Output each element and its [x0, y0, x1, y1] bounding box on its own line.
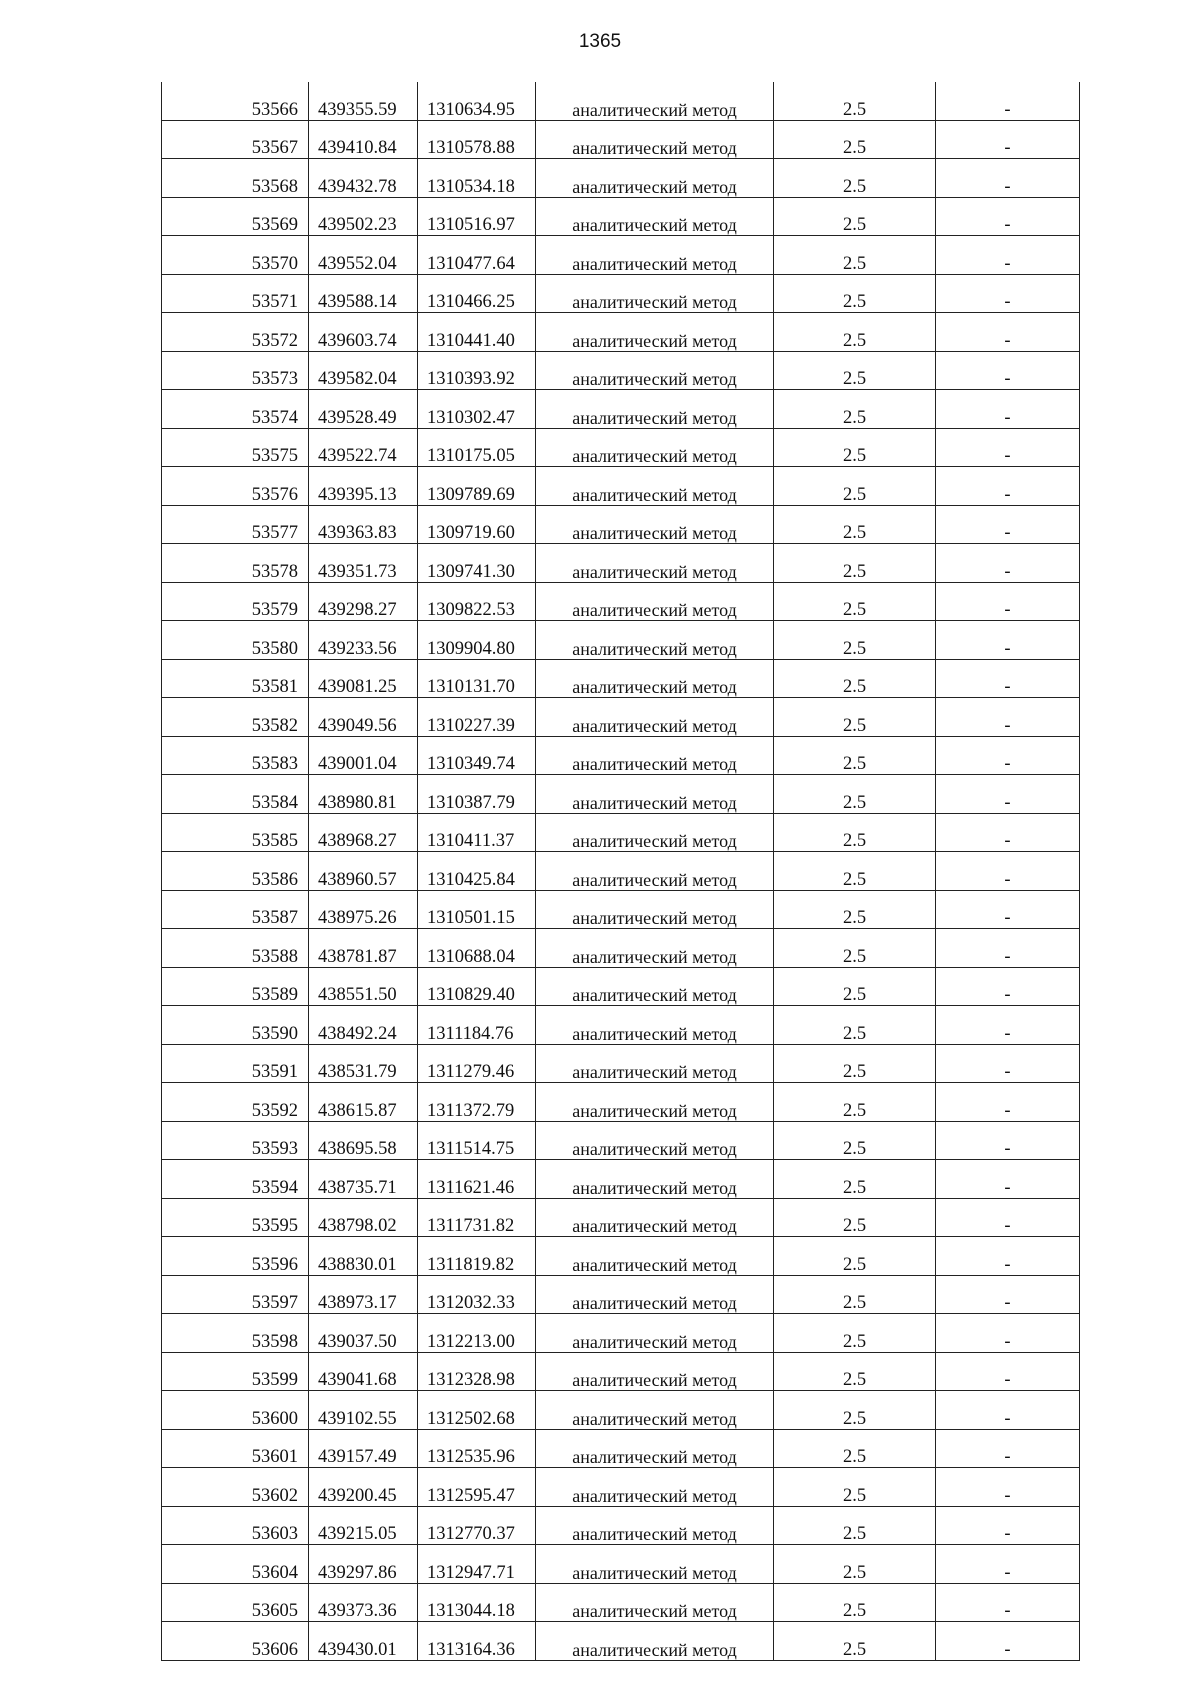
point-number-cell: 53606	[162, 1622, 309, 1661]
x-coordinate-cell: 439410.84	[309, 120, 418, 159]
table-row	[162, 852, 1080, 891]
accuracy-cell: 2.5	[774, 775, 936, 814]
note-cell: -	[936, 351, 1080, 390]
accuracy-cell: 2.5	[774, 159, 936, 198]
y-coordinate-cell: 1312502.68	[418, 1391, 536, 1430]
note-cell: -	[936, 505, 1080, 544]
accuracy-cell: 2.5	[774, 736, 936, 775]
table-row	[162, 1391, 1080, 1430]
table-row	[162, 621, 1080, 660]
x-coordinate-cell: 439200.45	[309, 1468, 418, 1507]
method-cell: аналитический метод	[536, 1006, 774, 1045]
point-number-cell: 53579	[162, 582, 309, 621]
accuracy-cell: 2.5	[774, 659, 936, 698]
note-cell: -	[936, 698, 1080, 737]
x-coordinate-cell: 439215.05	[309, 1506, 418, 1545]
accuracy-cell: 2.5	[774, 1429, 936, 1468]
accuracy-cell: 2.5	[774, 1352, 936, 1391]
note-cell: -	[936, 1044, 1080, 1083]
method-cell: аналитический метод	[536, 1237, 774, 1276]
method-cell: аналитический метод	[536, 1468, 774, 1507]
note-cell: -	[936, 1314, 1080, 1353]
x-coordinate-cell: 439430.01	[309, 1622, 418, 1661]
note-cell: -	[936, 582, 1080, 621]
table-row	[162, 236, 1080, 275]
method-cell: аналитический метод	[536, 1083, 774, 1122]
accuracy-cell: 2.5	[774, 929, 936, 968]
table-row	[162, 1545, 1080, 1584]
point-number-cell: 53596	[162, 1237, 309, 1276]
table-row	[162, 313, 1080, 352]
table-row	[162, 582, 1080, 621]
note-cell: -	[936, 890, 1080, 929]
x-coordinate-cell: 439363.83	[309, 505, 418, 544]
note-cell: -	[936, 1429, 1080, 1468]
table-row	[162, 1583, 1080, 1622]
accuracy-cell: 2.5	[774, 544, 936, 583]
y-coordinate-cell: 1310411.37	[418, 813, 536, 852]
method-cell: аналитический метод	[536, 351, 774, 390]
table-row	[162, 1237, 1080, 1276]
point-number-cell: 53576	[162, 467, 309, 506]
x-coordinate-cell: 439001.04	[309, 736, 418, 775]
x-coordinate-cell: 438798.02	[309, 1198, 418, 1237]
x-coordinate-cell: 439041.68	[309, 1352, 418, 1391]
method-cell: аналитический метод	[536, 929, 774, 968]
x-coordinate-cell: 438492.24	[309, 1006, 418, 1045]
point-number-cell: 53575	[162, 428, 309, 467]
y-coordinate-cell: 1310477.64	[418, 236, 536, 275]
note-cell: -	[936, 82, 1080, 120]
note-cell: -	[936, 1198, 1080, 1237]
table-row	[162, 120, 1080, 159]
x-coordinate-cell: 438980.81	[309, 775, 418, 814]
method-cell: аналитический метод	[536, 736, 774, 775]
y-coordinate-cell: 1313164.36	[418, 1622, 536, 1661]
point-number-cell: 53605	[162, 1583, 309, 1622]
point-number-cell: 53601	[162, 1429, 309, 1468]
method-cell: аналитический метод	[536, 390, 774, 429]
note-cell: -	[936, 1468, 1080, 1507]
note-cell: -	[936, 813, 1080, 852]
accuracy-cell: 2.5	[774, 1391, 936, 1430]
accuracy-cell: 2.5	[774, 1044, 936, 1083]
method-cell: аналитический метод	[536, 659, 774, 698]
table-row	[162, 159, 1080, 198]
x-coordinate-cell: 439297.86	[309, 1545, 418, 1584]
note-cell: -	[936, 274, 1080, 313]
note-cell: -	[936, 1622, 1080, 1661]
x-coordinate-cell: 438531.79	[309, 1044, 418, 1083]
method-cell: аналитический метод	[536, 1314, 774, 1353]
y-coordinate-cell: 1309904.80	[418, 621, 536, 660]
table-row	[162, 1352, 1080, 1391]
table-row	[162, 544, 1080, 583]
y-coordinate-cell: 1310578.88	[418, 120, 536, 159]
accuracy-cell: 2.5	[774, 1083, 936, 1122]
y-coordinate-cell: 1309789.69	[418, 467, 536, 506]
accuracy-cell: 2.5	[774, 967, 936, 1006]
note-cell: -	[936, 197, 1080, 236]
accuracy-cell: 2.5	[774, 505, 936, 544]
method-cell: аналитический метод	[536, 582, 774, 621]
x-coordinate-cell: 439395.13	[309, 467, 418, 506]
y-coordinate-cell: 1311731.82	[418, 1198, 536, 1237]
note-cell: -	[936, 1391, 1080, 1430]
table-row	[162, 659, 1080, 698]
y-coordinate-cell: 1312595.47	[418, 1468, 536, 1507]
method-cell: аналитический метод	[536, 1121, 774, 1160]
y-coordinate-cell: 1312770.37	[418, 1506, 536, 1545]
note-cell: -	[936, 967, 1080, 1006]
table-row	[162, 1198, 1080, 1237]
point-number-cell: 53595	[162, 1198, 309, 1237]
method-cell: аналитический метод	[536, 1044, 774, 1083]
note-cell: -	[936, 1352, 1080, 1391]
accuracy-cell: 2.5	[774, 120, 936, 159]
note-cell: -	[936, 544, 1080, 583]
point-number-cell: 53604	[162, 1545, 309, 1584]
x-coordinate-cell: 438830.01	[309, 1237, 418, 1276]
x-coordinate-cell: 438973.17	[309, 1275, 418, 1314]
accuracy-cell: 2.5	[774, 1198, 936, 1237]
note-cell: -	[936, 775, 1080, 814]
note-cell: -	[936, 852, 1080, 891]
page-number: 1365	[578, 31, 622, 52]
point-number-cell: 53600	[162, 1391, 309, 1430]
method-cell: аналитический метод	[536, 274, 774, 313]
method-cell: аналитический метод	[536, 621, 774, 660]
point-number-cell: 53598	[162, 1314, 309, 1353]
x-coordinate-cell: 439081.25	[309, 659, 418, 698]
method-cell: аналитический метод	[536, 1198, 774, 1237]
x-coordinate-cell: 439588.14	[309, 274, 418, 313]
y-coordinate-cell: 1310466.25	[418, 274, 536, 313]
y-coordinate-cell: 1310393.92	[418, 351, 536, 390]
accuracy-cell: 2.5	[774, 197, 936, 236]
point-number-cell: 53568	[162, 159, 309, 198]
point-number-cell: 53585	[162, 813, 309, 852]
table-body	[162, 82, 1080, 1660]
x-coordinate-cell: 439102.55	[309, 1391, 418, 1430]
point-number-cell: 53567	[162, 120, 309, 159]
y-coordinate-cell: 1311372.79	[418, 1083, 536, 1122]
method-cell: аналитический метод	[536, 1506, 774, 1545]
note-cell: -	[936, 1083, 1080, 1122]
note-cell: -	[936, 313, 1080, 352]
method-cell: аналитический метод	[536, 775, 774, 814]
y-coordinate-cell: 1311514.75	[418, 1121, 536, 1160]
y-coordinate-cell: 1310302.47	[418, 390, 536, 429]
y-coordinate-cell: 1312947.71	[418, 1545, 536, 1584]
accuracy-cell: 2.5	[774, 274, 936, 313]
table-row	[162, 1083, 1080, 1122]
y-coordinate-cell: 1309719.60	[418, 505, 536, 544]
table-row	[162, 197, 1080, 236]
note-cell: -	[936, 736, 1080, 775]
method-cell: аналитический метод	[536, 1275, 774, 1314]
method-cell: аналитический метод	[536, 1391, 774, 1430]
method-cell: аналитический метод	[536, 813, 774, 852]
accuracy-cell: 2.5	[774, 852, 936, 891]
y-coordinate-cell: 1312032.33	[418, 1275, 536, 1314]
table-row	[162, 813, 1080, 852]
accuracy-cell: 2.5	[774, 351, 936, 390]
point-number-cell: 53583	[162, 736, 309, 775]
y-coordinate-cell: 1310829.40	[418, 967, 536, 1006]
note-cell: -	[936, 1583, 1080, 1622]
x-coordinate-cell: 439049.56	[309, 698, 418, 737]
method-cell: аналитический метод	[536, 236, 774, 275]
y-coordinate-cell: 1312213.00	[418, 1314, 536, 1353]
method-cell: аналитический метод	[536, 1429, 774, 1468]
method-cell: аналитический метод	[536, 313, 774, 352]
point-number-cell: 53603	[162, 1506, 309, 1545]
accuracy-cell: 2.5	[774, 313, 936, 352]
accuracy-cell: 2.5	[774, 1545, 936, 1584]
point-number-cell: 53580	[162, 621, 309, 660]
accuracy-cell: 2.5	[774, 1121, 936, 1160]
y-coordinate-cell: 1310349.74	[418, 736, 536, 775]
y-coordinate-cell: 1311279.46	[418, 1044, 536, 1083]
table-row	[162, 1160, 1080, 1199]
note-cell: -	[936, 159, 1080, 198]
point-number-cell: 53602	[162, 1468, 309, 1507]
accuracy-cell: 2.5	[774, 428, 936, 467]
y-coordinate-cell: 1309822.53	[418, 582, 536, 621]
accuracy-cell: 2.5	[774, 1468, 936, 1507]
x-coordinate-cell: 439552.04	[309, 236, 418, 275]
table-row	[162, 929, 1080, 968]
accuracy-cell: 2.5	[774, 1506, 936, 1545]
table-row	[162, 967, 1080, 1006]
point-number-cell: 53594	[162, 1160, 309, 1199]
accuracy-cell: 2.5	[774, 1160, 936, 1199]
table-row	[162, 1006, 1080, 1045]
y-coordinate-cell: 1310534.18	[418, 159, 536, 198]
y-coordinate-cell: 1310688.04	[418, 929, 536, 968]
y-coordinate-cell: 1310501.15	[418, 890, 536, 929]
accuracy-cell: 2.5	[774, 621, 936, 660]
accuracy-cell: 2.5	[774, 890, 936, 929]
x-coordinate-cell: 439432.78	[309, 159, 418, 198]
x-coordinate-cell: 438695.58	[309, 1121, 418, 1160]
method-cell: аналитический метод	[536, 852, 774, 891]
y-coordinate-cell: 1311184.76	[418, 1006, 536, 1045]
accuracy-cell: 2.5	[774, 390, 936, 429]
note-cell: -	[936, 659, 1080, 698]
method-cell: аналитический метод	[536, 159, 774, 198]
y-coordinate-cell: 1312328.98	[418, 1352, 536, 1391]
accuracy-cell: 2.5	[774, 1583, 936, 1622]
accuracy-cell: 2.5	[774, 82, 936, 120]
point-number-cell: 53592	[162, 1083, 309, 1122]
point-number-cell: 53581	[162, 659, 309, 698]
y-coordinate-cell: 1309741.30	[418, 544, 536, 583]
point-number-cell: 53587	[162, 890, 309, 929]
method-cell: аналитический метод	[536, 505, 774, 544]
point-number-cell: 53577	[162, 505, 309, 544]
note-cell: -	[936, 1545, 1080, 1584]
note-cell: -	[936, 1121, 1080, 1160]
point-number-cell: 53589	[162, 967, 309, 1006]
y-coordinate-cell: 1310131.70	[418, 659, 536, 698]
accuracy-cell: 2.5	[774, 1314, 936, 1353]
table-row	[162, 82, 1080, 120]
y-coordinate-cell: 1311621.46	[418, 1160, 536, 1199]
accuracy-cell: 2.5	[774, 467, 936, 506]
table-row	[162, 274, 1080, 313]
note-cell: -	[936, 1006, 1080, 1045]
method-cell: аналитический метод	[536, 890, 774, 929]
x-coordinate-cell: 439528.49	[309, 390, 418, 429]
table-row	[162, 1468, 1080, 1507]
note-cell: -	[936, 1160, 1080, 1199]
x-coordinate-cell: 439373.36	[309, 1583, 418, 1622]
accuracy-cell: 2.5	[774, 1006, 936, 1045]
note-cell: -	[936, 120, 1080, 159]
y-coordinate-cell: 1310441.40	[418, 313, 536, 352]
x-coordinate-cell: 439603.74	[309, 313, 418, 352]
x-coordinate-cell: 438968.27	[309, 813, 418, 852]
x-coordinate-cell: 438960.57	[309, 852, 418, 891]
x-coordinate-cell: 438975.26	[309, 890, 418, 929]
table-row	[162, 390, 1080, 429]
method-cell: аналитический метод	[536, 467, 774, 506]
point-number-cell: 53578	[162, 544, 309, 583]
x-coordinate-cell: 439522.74	[309, 428, 418, 467]
method-cell: аналитический метод	[536, 428, 774, 467]
point-number-cell: 53582	[162, 698, 309, 737]
table-row	[162, 736, 1080, 775]
point-number-cell: 53573	[162, 351, 309, 390]
point-number-cell: 53566	[162, 82, 309, 120]
point-number-cell: 53570	[162, 236, 309, 275]
y-coordinate-cell: 1310227.39	[418, 698, 536, 737]
point-number-cell: 53584	[162, 775, 309, 814]
accuracy-cell: 2.5	[774, 582, 936, 621]
point-number-cell: 53597	[162, 1275, 309, 1314]
table-row	[162, 1044, 1080, 1083]
y-coordinate-cell: 1312535.96	[418, 1429, 536, 1468]
table-row	[162, 505, 1080, 544]
point-number-cell: 53569	[162, 197, 309, 236]
point-number-cell: 53588	[162, 929, 309, 968]
accuracy-cell: 2.5	[774, 813, 936, 852]
y-coordinate-cell: 1311819.82	[418, 1237, 536, 1276]
method-cell: аналитический метод	[536, 1583, 774, 1622]
note-cell: -	[936, 1237, 1080, 1276]
method-cell: аналитический метод	[536, 1352, 774, 1391]
point-number-cell: 53590	[162, 1006, 309, 1045]
note-cell: -	[936, 390, 1080, 429]
method-cell: аналитический метод	[536, 967, 774, 1006]
y-coordinate-cell: 1310387.79	[418, 775, 536, 814]
note-cell: -	[936, 428, 1080, 467]
table-row	[162, 351, 1080, 390]
table-row	[162, 1314, 1080, 1353]
x-coordinate-cell: 439233.56	[309, 621, 418, 660]
method-cell: аналитический метод	[536, 82, 774, 120]
accuracy-cell: 2.5	[774, 236, 936, 275]
table-row	[162, 467, 1080, 506]
method-cell: аналитический метод	[536, 197, 774, 236]
point-number-cell: 53599	[162, 1352, 309, 1391]
y-coordinate-cell: 1310516.97	[418, 197, 536, 236]
accuracy-cell: 2.5	[774, 1275, 936, 1314]
method-cell: аналитический метод	[536, 1545, 774, 1584]
method-cell: аналитический метод	[536, 1160, 774, 1199]
x-coordinate-cell: 438781.87	[309, 929, 418, 968]
table-row	[162, 428, 1080, 467]
table-row	[162, 1506, 1080, 1545]
y-coordinate-cell: 1310634.95	[418, 82, 536, 120]
x-coordinate-cell: 439298.27	[309, 582, 418, 621]
x-coordinate-cell: 439502.23	[309, 197, 418, 236]
x-coordinate-cell: 439037.50	[309, 1314, 418, 1353]
y-coordinate-cell: 1310175.05	[418, 428, 536, 467]
accuracy-cell: 2.5	[774, 1237, 936, 1276]
note-cell: -	[936, 621, 1080, 660]
x-coordinate-cell: 439351.73	[309, 544, 418, 583]
table-row	[162, 775, 1080, 814]
table-row	[162, 698, 1080, 737]
note-cell: -	[936, 1275, 1080, 1314]
method-cell: аналитический метод	[536, 120, 774, 159]
table-row	[162, 890, 1080, 929]
method-cell: аналитический метод	[536, 544, 774, 583]
point-number-cell: 53586	[162, 852, 309, 891]
method-cell: аналитический метод	[536, 1622, 774, 1661]
method-cell: аналитический метод	[536, 698, 774, 737]
note-cell: -	[936, 929, 1080, 968]
note-cell: -	[936, 236, 1080, 275]
x-coordinate-cell: 438735.71	[309, 1160, 418, 1199]
x-coordinate-cell: 439582.04	[309, 351, 418, 390]
point-number-cell: 53591	[162, 1044, 309, 1083]
accuracy-cell: 2.5	[774, 698, 936, 737]
x-coordinate-cell: 439157.49	[309, 1429, 418, 1468]
y-coordinate-cell: 1310425.84	[418, 852, 536, 891]
point-number-cell: 53593	[162, 1121, 309, 1160]
x-coordinate-cell: 438551.50	[309, 967, 418, 1006]
table-row	[162, 1121, 1080, 1160]
table-row	[162, 1429, 1080, 1468]
accuracy-cell: 2.5	[774, 1622, 936, 1661]
point-number-cell: 53572	[162, 313, 309, 352]
table-row	[162, 1622, 1080, 1661]
note-cell: -	[936, 1506, 1080, 1545]
x-coordinate-cell: 438615.87	[309, 1083, 418, 1122]
y-coordinate-cell: 1313044.18	[418, 1583, 536, 1622]
x-coordinate-cell: 439355.59	[309, 82, 418, 120]
table-row	[162, 1275, 1080, 1314]
point-number-cell: 53571	[162, 274, 309, 313]
coordinates-table	[161, 82, 1080, 1661]
note-cell: -	[936, 467, 1080, 506]
point-number-cell: 53574	[162, 390, 309, 429]
